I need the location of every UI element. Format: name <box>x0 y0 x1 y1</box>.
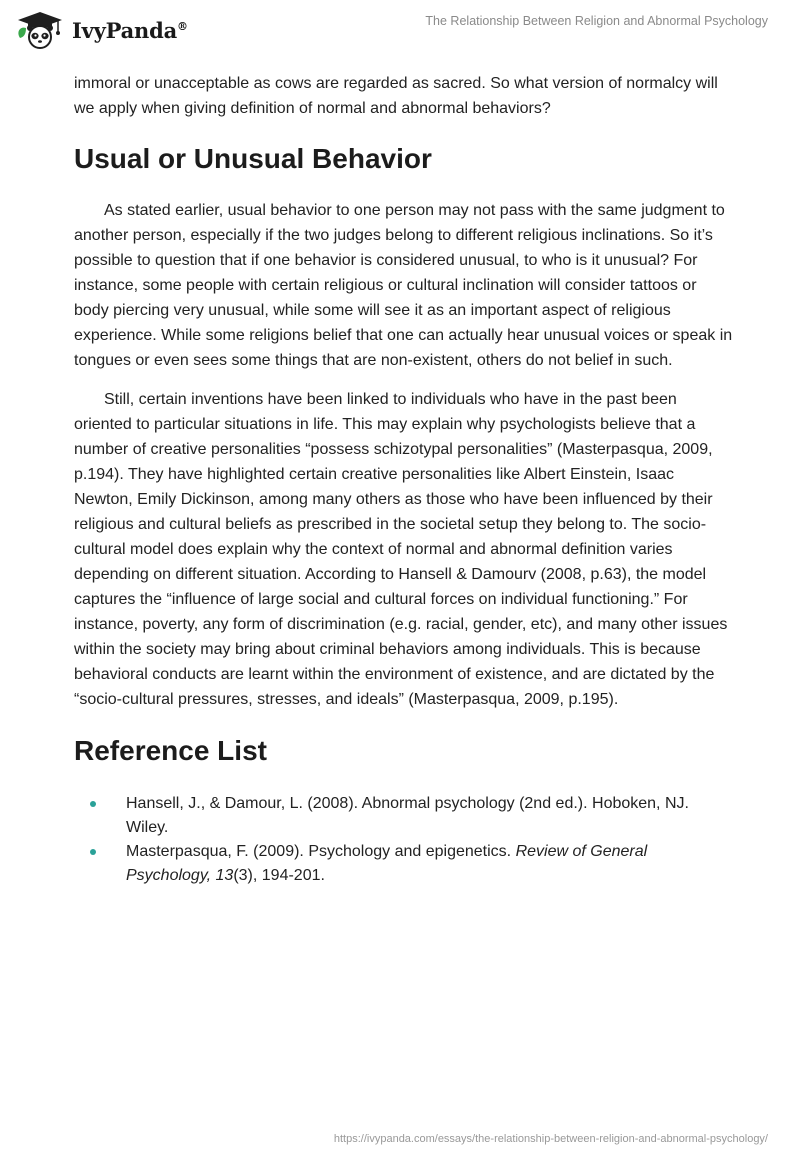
reference-text-start: Masterpasqua, F. (2009). Psychology and epigenetics. <box>126 843 516 860</box>
reference-list <box>74 792 734 888</box>
journal-title: Review of General Psychology, 13 <box>126 843 648 884</box>
section-heading-references: Reference List <box>74 735 267 766</box>
document-title: The Relationship Between Religion and Abnormal Psychology <box>425 14 768 28</box>
reference-text-end: (3), 194-201. <box>233 867 325 884</box>
section-heading-usual: Usual or Unusual Behavior <box>74 143 432 174</box>
page-header <box>0 0 800 60</box>
body-paragraph: Still, certain inventions have been linked to individuals who have in the past been oriented to particular situations in life. This may explain why psychologists believe that a number of creative personalities “possess schizotypal personalities” (Masterpasqua, 2009, p.194). They have highlighted certain creative personalities like Albert Einstein, Isaac Newton, Emily Dickinson, among many others as those who have been influenced by their religious and cultural beliefs as prescribed in the societal setup they belong to. The socio-cultural model does explain why the context of normal and abnormal definition varies depending on different situation. According to Hansell & Damourv (2008, p.63), the model captures the “influence of large social and cultural forces on individual functioning.” For instance, poverty, any form of discrimination (e.g. racial, gender, etc), and many other issues within the society may bring about criminal behaviors among individuals. This is because behavioral conducts are learnt within the environment of existence, and are dictated by the “socio-cultural pressures, stresses, and ideals” (Masterpasqua, 2009, p.195). <box>74 391 728 708</box>
reference-text: Hansell, J., & Damour, L. (2008). Abnormal psychology (2nd ed.). Hoboken, NJ. Wiley. <box>126 795 689 836</box>
reference-item <box>74 840 734 888</box>
reference-item <box>74 792 734 840</box>
bullet-icon <box>90 801 96 807</box>
panda-graduate-icon <box>14 10 66 50</box>
article-body <box>74 71 734 888</box>
intro-paragraph: immoral or unacceptable as cows are regarded as sacred. So what version of normalcy will we apply when giving definition of normal and abnormal behaviors? <box>74 75 718 117</box>
bullet-icon <box>90 849 96 855</box>
ivypanda-logo[interactable] <box>14 10 188 50</box>
body-paragraph: As stated earlier, usual behavior to one person may not pass with the same judgment to another person, especially if the two judges belong to different religious inclinations. So it’s possible to question that if one behavior is considered unusual, to who is it unusual? For instance, some people with certain religious or cultural inclination will consider tattoos or body piercing very unusual, while some will see it as an important aspect of religious experience. While some religions belief that one can actually hear unusual voices or speak in tongues or even sees some things that are non-existent, others do not belief in such. <box>74 202 733 369</box>
logo-wordmark: IvyPanda® <box>72 17 188 43</box>
source-url[interactable]: https://ivypanda.com/essays/the-relationship-between-religion-and-abnormal-psychology/ <box>333 1133 768 1145</box>
